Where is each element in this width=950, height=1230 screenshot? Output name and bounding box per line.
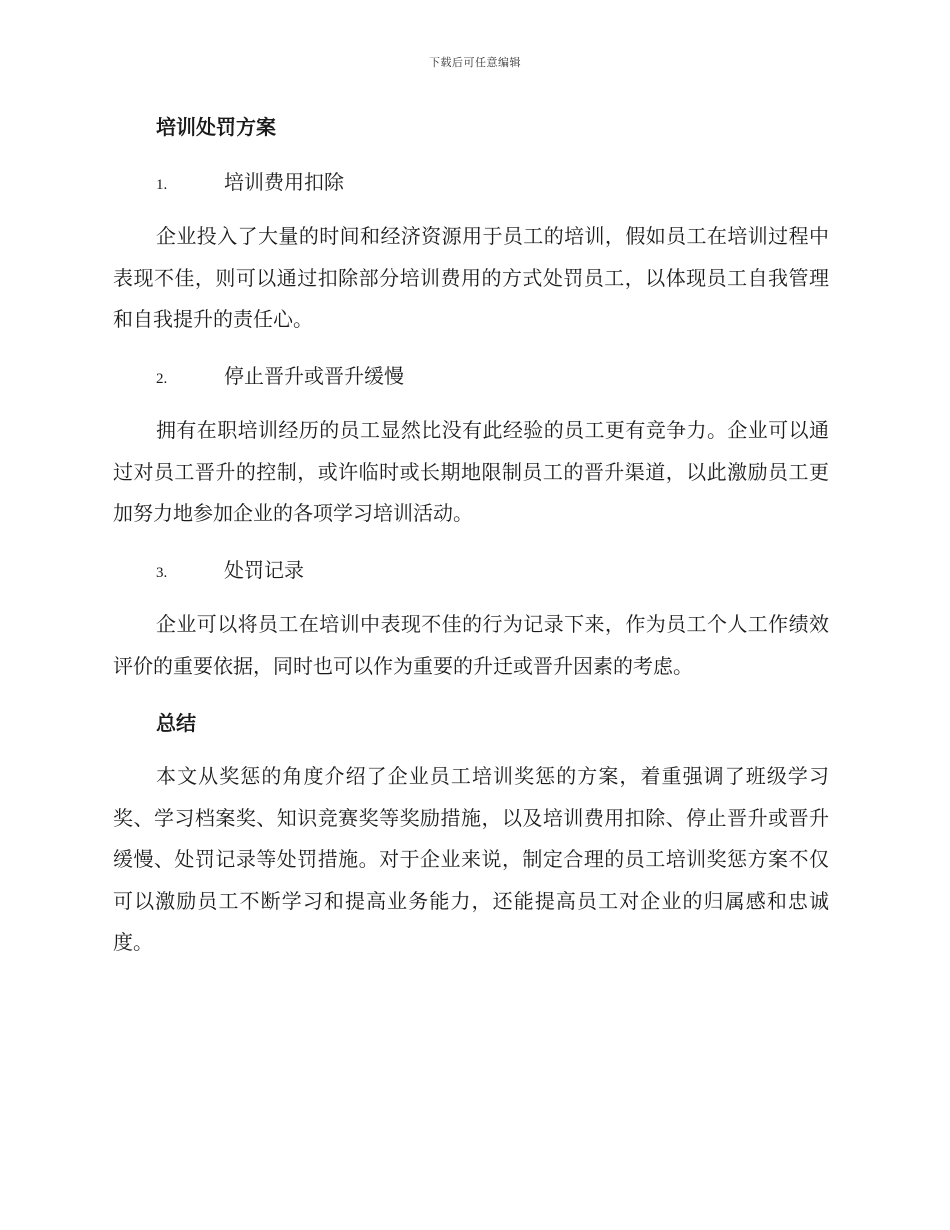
section-heading-summary: 总结 <box>156 711 196 735</box>
list-item-heading-2 <box>156 364 404 391</box>
list-item-number: 3. <box>156 565 168 581</box>
list-item-title: 停止晋升或晋升缓慢 <box>224 364 404 388</box>
list-item-heading-3 <box>156 558 304 585</box>
section-heading-penalty-plan: 培训处罚方案 <box>156 115 276 139</box>
list-item-heading-1 <box>156 170 344 197</box>
page-header-note: 下载后可任意编辑 <box>429 56 521 69</box>
paragraph-summary: 本文从奖惩的角度介绍了企业员工培训奖惩的方案，着重强调了班级学习奖、学习档案奖、知识竞赛奖等奖励措施，以及培训费用扣除、停止晋升或晋升缓慢、处罚记录等处罚措施。对于企业来说，制定合理的员工培训奖惩方案不仅可以激励员工不断学习和提高业务能力，还能提高员工对企业的归属感和忠诚度。 <box>113 764 829 954</box>
paragraph-promotion-halt: 拥有在职培训经历的员工显然比没有此经验的员工更有竞争力。企业可以通过对员工晋升的控制，或许临时或长期地限制员工的晋升渠道，以此激励员工更加努力地参加企业的各项学习培训活动。 <box>113 418 829 525</box>
paragraph-penalty-record: 企业可以将员工在培训中表现不佳的行为记录下来，作为员工个人工作绩效评价的重要依据，同时也可以作为重要的升迁或晋升因素的考虑。 <box>113 612 829 678</box>
list-item-title: 培训费用扣除 <box>224 170 344 194</box>
paragraph-training-fee-deduction: 企业投入了大量的时间和经济资源用于员工的培训，假如员工在培训过程中表现不佳，则可以通过扣除部分培训费用的方式处罚员工，以体现员工自我管理和自我提升的责任心。 <box>113 224 829 331</box>
list-item-number: 1. <box>156 177 168 193</box>
list-item-title: 处罚记录 <box>224 558 304 582</box>
list-item-number: 2. <box>156 371 168 387</box>
